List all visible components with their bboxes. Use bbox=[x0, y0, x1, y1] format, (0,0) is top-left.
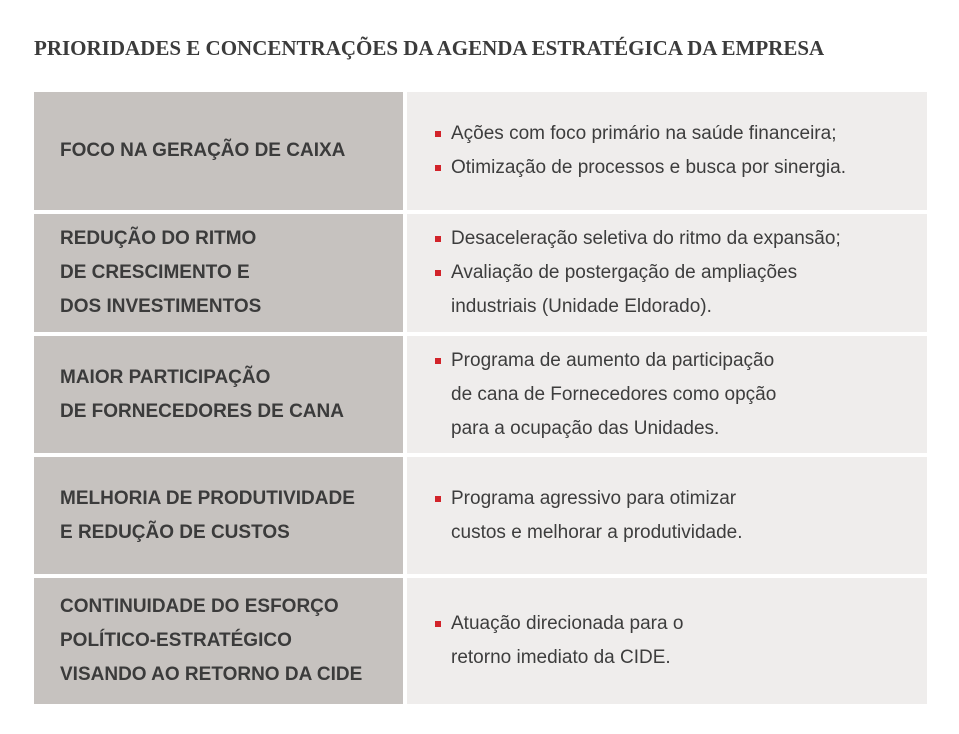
list-item bbox=[433, 222, 841, 256]
table-row bbox=[34, 92, 927, 210]
list-item bbox=[433, 607, 683, 675]
label-line: FOCO NA GERAÇÃO DE CAIXA bbox=[60, 140, 346, 161]
priority-label bbox=[34, 457, 403, 574]
list-item bbox=[433, 482, 743, 550]
label-line: DE CRESCIMENTO E bbox=[60, 262, 250, 283]
priorities-table bbox=[34, 92, 927, 704]
bullet-marker-icon bbox=[435, 236, 441, 242]
bullet-text: Desaceleração seletiva do ritmo da expansão; bbox=[451, 228, 841, 249]
bullet-list bbox=[433, 482, 743, 550]
priority-description bbox=[407, 214, 927, 332]
bullet-marker-icon bbox=[435, 358, 441, 364]
table-row bbox=[34, 578, 927, 704]
label-line: REDUÇÃO DO RITMO bbox=[60, 228, 257, 249]
bullet-text: Programa agressivo para otimizar bbox=[451, 487, 737, 509]
bullet-text: retorno imediato da CIDE. bbox=[451, 647, 671, 668]
bullet-list bbox=[433, 607, 683, 675]
bullet-list bbox=[433, 222, 841, 324]
priority-description bbox=[407, 578, 927, 704]
bullet-text: custos e melhorar a produtividade. bbox=[451, 521, 743, 543]
bullet-marker-icon bbox=[435, 621, 441, 627]
bullet-text: para a ocupação das Unidades. bbox=[451, 417, 720, 439]
priority-label bbox=[34, 214, 403, 332]
bullet-marker-icon bbox=[435, 131, 441, 137]
bullet-text: Programa de aumento da participação bbox=[451, 349, 775, 371]
priority-label bbox=[34, 578, 403, 704]
priority-description bbox=[407, 336, 927, 453]
bullet-list bbox=[433, 344, 776, 446]
table-row bbox=[34, 457, 927, 574]
bullet-text: industriais (Unidade Eldorado). bbox=[451, 296, 712, 317]
label-line: MELHORIA DE PRODUTIVIDADE bbox=[60, 487, 355, 509]
priority-label bbox=[34, 92, 403, 210]
bullet-marker-icon bbox=[435, 270, 441, 276]
list-item bbox=[433, 151, 846, 185]
list-item bbox=[433, 344, 776, 446]
label-line: MAIOR PARTICIPAÇÃO bbox=[60, 366, 271, 388]
bullet-list bbox=[433, 117, 846, 185]
bullet-text: de cana de Fornecedores como opção bbox=[451, 383, 777, 405]
label-line: E REDUÇÃO DE CUSTOS bbox=[60, 521, 290, 543]
priority-description bbox=[407, 92, 927, 210]
label-line: VISANDO AO RETORNO DA CIDE bbox=[60, 664, 363, 685]
bullet-text: Atuação direcionada para o bbox=[451, 613, 684, 634]
bullet-text: Ações com foco primário na saúde financeira; bbox=[451, 123, 837, 144]
bullet-text: Otimização de processos e busca por sinergia. bbox=[451, 157, 846, 178]
priority-description bbox=[407, 457, 927, 574]
bullet-text: Avaliação de postergação de ampliações bbox=[451, 262, 798, 283]
label-line: CONTINUIDADE DO ESFORÇO bbox=[60, 596, 339, 617]
table-row bbox=[34, 214, 927, 332]
list-item bbox=[433, 117, 846, 151]
bullet-marker-icon bbox=[435, 496, 441, 502]
priority-label bbox=[34, 336, 403, 453]
label-line: DOS INVESTIMENTOS bbox=[60, 296, 262, 317]
bullet-marker-icon bbox=[435, 165, 441, 171]
list-item bbox=[433, 256, 841, 324]
label-line: POLÍTICO-ESTRATÉGICO bbox=[60, 630, 292, 651]
label-line: DE FORNECEDORES DE CANA bbox=[60, 400, 344, 422]
page-title: PRIORIDADES E CONCENTRAÇÕES DA AGENDA ESTRATÉGICA DA EMPRESA bbox=[34, 36, 825, 60]
table-row bbox=[34, 336, 927, 453]
